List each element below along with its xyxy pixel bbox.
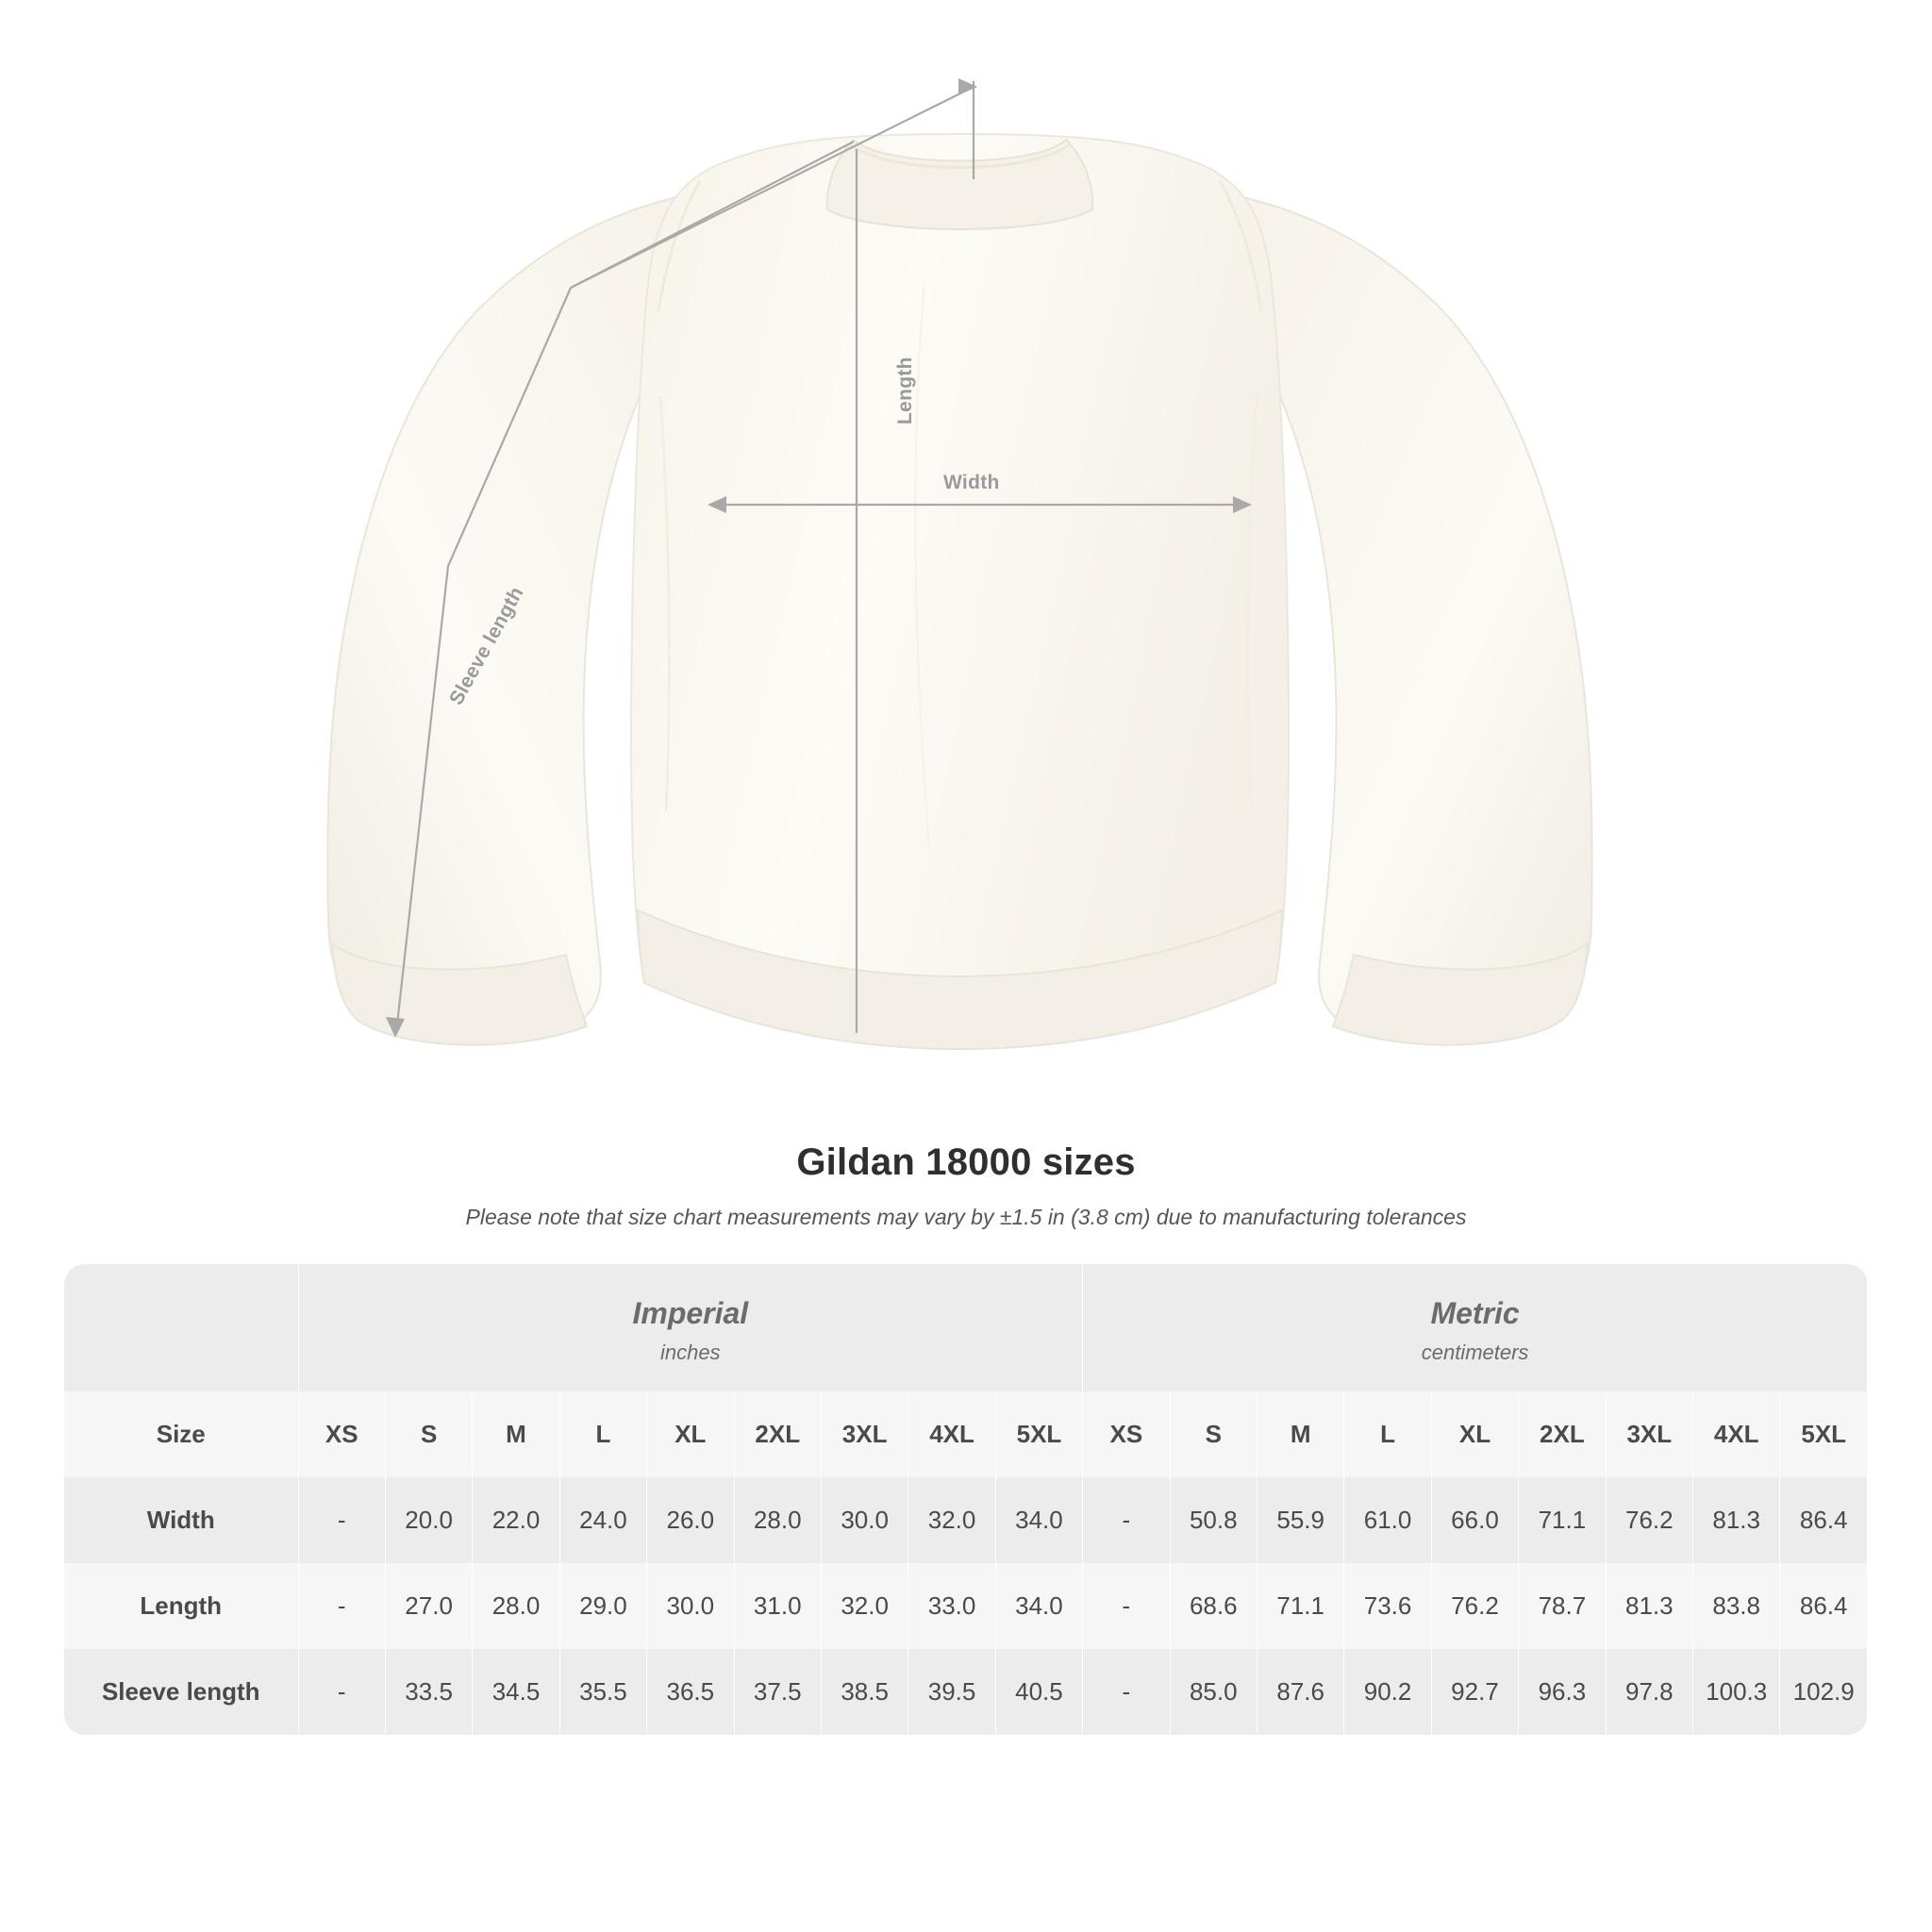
length-metric-m: 71.1	[1257, 1563, 1343, 1649]
size-col-imperial-s: S	[385, 1391, 472, 1477]
sleeve-imperial-3xl: 38.5	[821, 1649, 908, 1735]
unit-imperial-sub: inches	[660, 1341, 721, 1364]
sleeve-imperial-xl: 36.5	[647, 1649, 734, 1735]
length-metric-s: 68.6	[1170, 1563, 1257, 1649]
sleeve-imperial-4xl: 39.5	[908, 1649, 995, 1735]
sleeve-metric-5xl: 102.9	[1780, 1649, 1868, 1735]
width-metric-m: 55.9	[1257, 1477, 1343, 1563]
size-col-imperial-2xl: 2XL	[734, 1391, 821, 1477]
size-table-wrapper	[64, 1264, 1868, 1735]
size-col-metric-l: L	[1344, 1391, 1431, 1477]
sleeve-imperial-5xl: 40.5	[995, 1649, 1082, 1735]
size-col-imperial-3xl: 3XL	[821, 1391, 908, 1477]
width-metric-s: 50.8	[1170, 1477, 1257, 1563]
size-col-imperial-5xl: 5XL	[995, 1391, 1082, 1477]
size-col-imperial-xl: XL	[647, 1391, 734, 1477]
size-header-row	[64, 1391, 1868, 1477]
size-col-metric-2xl: 2XL	[1519, 1391, 1606, 1477]
width-imperial-l: 24.0	[559, 1477, 646, 1563]
length-imperial-2xl: 31.0	[734, 1563, 821, 1649]
unit-imperial	[298, 1264, 1083, 1391]
sleeve-length-label: Sleeve length	[445, 583, 528, 709]
sleeve-metric-l: 90.2	[1344, 1649, 1431, 1735]
page-title: Gildan 18000 sizes	[796, 1141, 1136, 1183]
sleeve-imperial-2xl: 37.5	[734, 1649, 821, 1735]
row-label-width: Width	[64, 1477, 298, 1563]
size-col-imperial-xs: XS	[298, 1391, 385, 1477]
length-imperial-4xl: 33.0	[908, 1563, 995, 1649]
width-metric-3xl: 76.2	[1606, 1477, 1692, 1563]
sleeve-imperial-l: 35.5	[559, 1649, 646, 1735]
unit-metric-sub: centimeters	[1421, 1341, 1529, 1364]
sleeve-metric-xs: -	[1083, 1649, 1170, 1735]
width-imperial-xs: -	[298, 1477, 385, 1563]
width-imperial-s: 20.0	[385, 1477, 472, 1563]
length-imperial-xs: -	[298, 1563, 385, 1649]
table-row	[64, 1563, 1868, 1649]
width-metric-2xl: 71.1	[1519, 1477, 1606, 1563]
width-metric-xs: -	[1083, 1477, 1170, 1563]
width-imperial-5xl: 34.0	[995, 1477, 1082, 1563]
unit-metric	[1083, 1264, 1868, 1391]
size-header-label: Size	[64, 1391, 298, 1477]
sleeve-metric-m: 87.6	[1257, 1649, 1343, 1735]
sleeve-imperial-s: 33.5	[385, 1649, 472, 1735]
unit-header-row	[64, 1264, 1868, 1391]
width-metric-5xl: 86.4	[1780, 1477, 1868, 1563]
sleeve-metric-3xl: 97.8	[1606, 1649, 1692, 1735]
width-metric-l: 61.0	[1344, 1477, 1431, 1563]
unit-metric-name: Metric	[1430, 1296, 1520, 1330]
size-table	[64, 1264, 1868, 1735]
size-col-metric-3xl: 3XL	[1606, 1391, 1692, 1477]
row-label-length: Length	[64, 1563, 298, 1649]
sleeve-metric-s: 85.0	[1170, 1649, 1257, 1735]
length-imperial-l: 29.0	[559, 1563, 646, 1649]
width-metric-xl: 66.0	[1431, 1477, 1518, 1563]
table-row	[64, 1649, 1868, 1735]
size-col-metric-5xl: 5XL	[1780, 1391, 1868, 1477]
size-col-imperial-4xl: 4XL	[908, 1391, 995, 1477]
size-col-metric-m: M	[1257, 1391, 1343, 1477]
size-col-metric-xl: XL	[1431, 1391, 1518, 1477]
size-col-metric-s: S	[1170, 1391, 1257, 1477]
length-metric-4xl: 83.8	[1693, 1563, 1780, 1649]
width-imperial-xl: 26.0	[647, 1477, 734, 1563]
size-col-metric-xs: XS	[1083, 1391, 1170, 1477]
length-imperial-m: 28.0	[473, 1563, 559, 1649]
length-imperial-s: 27.0	[385, 1563, 472, 1649]
size-col-imperial-l: L	[559, 1391, 646, 1477]
sleeve-metric-2xl: 96.3	[1519, 1649, 1606, 1735]
width-imperial-4xl: 32.0	[908, 1477, 995, 1563]
sleeve-metric-xl: 92.7	[1431, 1649, 1518, 1735]
width-imperial-3xl: 30.0	[821, 1477, 908, 1563]
unit-imperial-name: Imperial	[632, 1296, 749, 1330]
length-imperial-xl: 30.0	[647, 1563, 734, 1649]
sleeve-metric-4xl: 100.3	[1693, 1649, 1780, 1735]
size-col-imperial-m: M	[473, 1391, 559, 1477]
length-metric-3xl: 81.3	[1606, 1563, 1692, 1649]
table-row	[64, 1477, 1868, 1563]
length-metric-5xl: 86.4	[1780, 1563, 1868, 1649]
length-metric-xs: -	[1083, 1563, 1170, 1649]
title-block	[0, 1141, 1932, 1230]
sleeve-imperial-xs: -	[298, 1649, 385, 1735]
sleeve-imperial-m: 34.5	[473, 1649, 559, 1735]
width-imperial-2xl: 28.0	[734, 1477, 821, 1563]
unit-header-blank	[64, 1264, 298, 1391]
width-imperial-m: 22.0	[473, 1477, 559, 1563]
row-label-sleeve-length: Sleeve length	[64, 1649, 298, 1735]
length-metric-2xl: 78.7	[1519, 1563, 1606, 1649]
length-imperial-3xl: 32.0	[821, 1563, 908, 1649]
width-label: Width	[943, 472, 1000, 493]
length-metric-l: 73.6	[1344, 1563, 1431, 1649]
size-col-metric-4xl: 4XL	[1693, 1391, 1780, 1477]
tolerance-note: Please note that size chart measurements may vary by ±1.5 in (3.8 cm) due to manufacturing tolerances	[465, 1205, 1467, 1229]
length-metric-xl: 76.2	[1431, 1563, 1518, 1649]
length-imperial-5xl: 34.0	[995, 1563, 1082, 1649]
length-label: Length	[894, 357, 916, 425]
width-metric-4xl: 81.3	[1693, 1477, 1780, 1563]
